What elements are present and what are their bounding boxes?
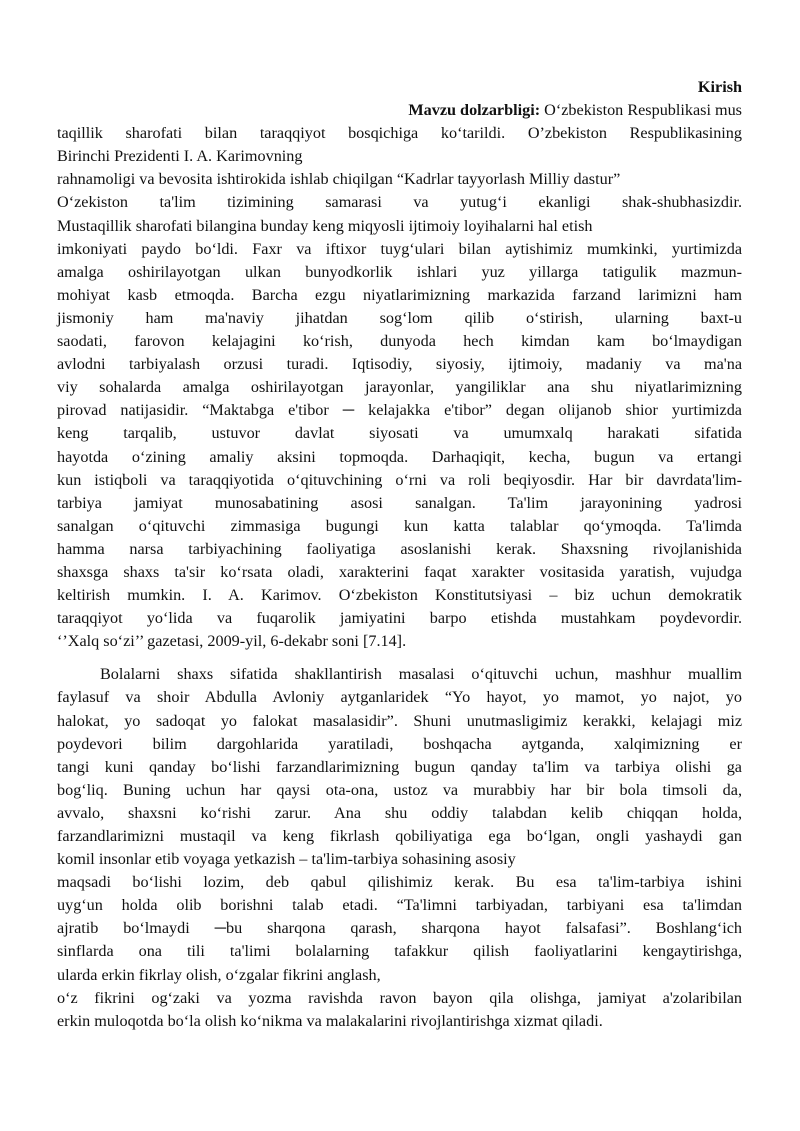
paragraph-line: o‘z fikrini og‘zaki va yozma ravishda ravon bayon qila olishga, jamiyat a'zolaribilan — [57, 988, 742, 1007]
paragraph-2 — [57, 663, 742, 1033]
topic-label: Mavzu dolzarbligi: — [408, 101, 541, 120]
paragraph-line: taraqqiyot yo‘lida va fuqarolik jamiyatini barpo etishda mustahkam poydevordir. — [57, 609, 742, 628]
paragraph-line: Bolalarni shaxs sifatida shakllantirish masalasi o‘qituvchi uchun, mashhur muallim — [100, 665, 742, 684]
paragraph-line: jismoniy ham ma'naviy jihatdan sog‘lom qilib o‘stirish, ularning baxt-u — [57, 308, 742, 327]
paragraph-line: uyg‘un holda olib borishni talab etadi. “Ta'limni tarbiyadan, tarbiyani esa ta'limdan — [57, 896, 742, 915]
paragraph-line: sinflarda ona tili ta'limi bolalarning tafakkur qilish faoliyatlarini kengaytirishga, — [57, 942, 742, 961]
paragraph-line: farzandlarimizni mustaqil va keng fikrlash qobiliyatiga ega bo‘lgan, ongli yashaydi gan — [57, 827, 742, 845]
paragraph-line: avvalo, shaxsni ko‘rishi zarur. Ana shu oddiy talabdan kelib chiqqan holda, — [57, 803, 742, 822]
paragraph-line: viy sohalarda amalga oshirilayotgan jarayonlar, yangiliklar ana shu niyatlarimizning — [57, 378, 742, 397]
paragraph-line: tarbiya jamiyat munosabatining asosi sanalgan. Ta'lim jarayonining yadrosi — [57, 493, 742, 512]
paragraph-line: avlodni tarbiyalash orzusi turadi. Iqtisodiy, siyosiy, ijtimoiy, madaniy va ma'na — [57, 355, 742, 374]
paragraph-line: poydevori bilim dargohlarida yaratiladi, boshqacha aytganda, xalqimizning er — [57, 734, 742, 753]
paragraph-line: taqillik sharofati bilan taraqqiyot bosqichiga ko‘tarildi. O’zbekiston Respublikasining — [57, 124, 742, 143]
paragraph-line: imkoniyati paydo bo‘ldi. Faxr va iftixor tuyg‘ulari bilan aytishimiz mumkinki, yurtimizda — [57, 239, 742, 258]
paragraph-line: komil insonlar etib voyaga yetkazish – ta'lim-tarbiya sohasining asosiy — [57, 850, 516, 869]
paragraph-line: ‘’Xalq so‘zi’’ gazetasi, 2009-yil, 6-dekabr soni [7.14]. — [57, 632, 407, 651]
paragraph-line: bog‘liq. Buning uchun har qaysi ota-ona, ustoz va murabbiy har bir bola timsoli da, — [57, 780, 742, 799]
paragraph-line: Birinchi Prezidenti I. A. Karimovning — [57, 147, 303, 166]
paragraph-line: saodati, farovon kelajagini ko‘rish, dunyoda hech kimdan kam bo‘lmaydigan — [57, 332, 742, 351]
paragraph-line: faylasuf va shoir Abdulla Avloniy aytganlaridek “Yo hayot, yo mamot, yo najot, yo — [57, 688, 742, 707]
paragraph-line: ularda erkin fikrlay olish, o‘zgalar fikrini anglash, — [57, 965, 381, 984]
paragraph-line: rahnamoligi va bevosita ishtirokida ishlab chiqilgan “Kadrlar tayyorlash Milliy dastur” — [57, 170, 621, 189]
paragraph-line: Mustaqillik sharofati bilangina bunday keng miqyosli ijtimoiy loyihalarni hal etish — [57, 216, 593, 235]
paragraph-line: mohiyat kasb etmoqda. Barcha ezgu niyatlarimizning markazida farzand larimizni ham — [57, 285, 742, 304]
topic-text: O‘zbekiston Respublikasi mus — [544, 101, 742, 120]
paragraph-line: halokat, yo sadoqat yo falokat masalasidir”. Shuni unutmasligimiz kerakki, kelajagi miz — [57, 711, 742, 730]
paragraph-line: keltirish mumkin. I. A. Karimov. O‘zbekiston Konstitutsiyasi – biz uchun demokratik — [57, 586, 742, 605]
paragraph-1 — [57, 122, 742, 653]
paragraph-line: sanalgan o‘qituvchi zimmasiga bugungi kun katta talablar qo‘ymoqda. Ta'limda — [57, 516, 742, 535]
paragraph-line: hayotda o‘zining amaliy aksini topmoqda. Darhaqiqit, kecha, bugun va ertangi — [57, 447, 742, 466]
paragraph-line: ajratib bo‘lmaydi ─bu sharqona qarash, sharqona hayot falsafasi”. Boshlang‘ich — [57, 919, 742, 938]
topic-relevance-line — [57, 99, 742, 122]
paragraph-line: hamma narsa tarbiyachining faoliyatiga asoslanishi kerak. Shaxsning rivojlanishida — [57, 539, 742, 558]
document-page — [57, 76, 742, 1033]
paragraph-line: amalga oshirilayotgan ulkan bunyodkorlik ishlari yuz yillarga tatigulik mazmun- — [57, 262, 742, 281]
paragraph-line: pirovad natijasidir. “Maktabga e'tibor ─ kelajakka e'tibor” degan olijanob shior yurtimizda — [57, 401, 742, 420]
paragraph-line: O‘zekiston ta'lim tizimining samarasi va yutug‘i ekanligi shak-shubhasizdir. — [57, 193, 742, 212]
paragraph-line: shaxsga shaxs ta'sir ko‘rsata oladi, xarakterini faqat xarakter vositasida yaratish, vujudga — [57, 562, 742, 581]
paragraph-line: erkin muloqotda bo‘la olish ko‘nikma va malakalarini rivojlantirishga xizmat qiladi. — [57, 1011, 603, 1030]
section-heading: Kirish — [697, 78, 742, 96]
paragraph-line: kun istiqboli va taraqqiyotida o‘qituvchining o‘rni va roli beqiyosdir. Har bir davrdata'lim- — [57, 470, 742, 489]
paragraph-line: tangi kuni qanday bo‘lishi farzandlarimizning bugun qanday ta'lim va tarbiya olishi ga — [57, 757, 742, 776]
paragraph-line: maqsadi bo‘lishi lozim, deb qabul qilishimiz kerak. Bu esa ta'lim-tarbiya ishini — [57, 873, 742, 892]
paragraph-line: keng tarqalib, ustuvor davlat siyosati va umumxalq harakati sifatida — [57, 424, 742, 443]
